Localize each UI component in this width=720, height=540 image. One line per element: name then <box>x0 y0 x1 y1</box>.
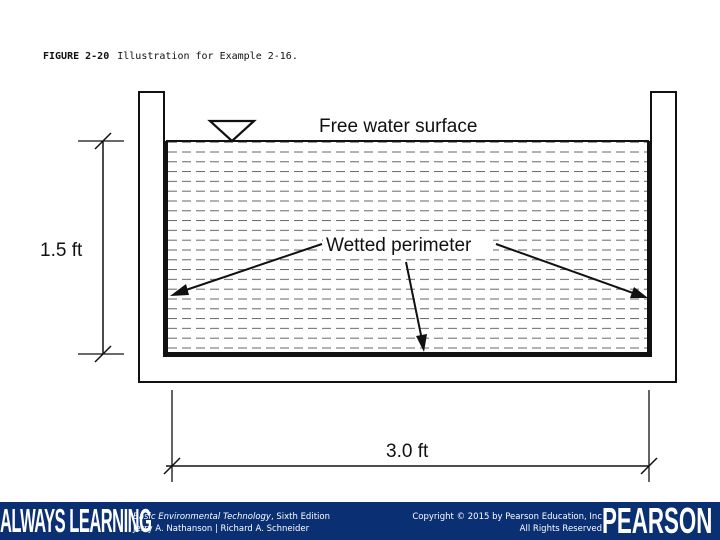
pearson-logo: PEARSON <box>602 502 713 540</box>
always-learning-logo: ALWAYS LEARNING <box>0 502 152 539</box>
book-edition: , Sixth Edition <box>270 512 330 522</box>
rights-text: All Rights Reserved <box>519 524 602 534</box>
width-label: 3.0 ft <box>386 441 429 462</box>
footer-bar <box>0 502 720 540</box>
copyright-info <box>412 511 602 535</box>
copyright-text: Copyright © 2015 by Pearson Education, Inc <box>412 512 602 522</box>
water-surface-symbol <box>210 121 254 141</box>
depth-label: 1.5 ft <box>40 240 83 261</box>
book-info <box>133 511 330 535</box>
width-dimension <box>164 390 657 482</box>
book-authors: Jerry A. Nathanson | Richard A. Schneider <box>133 524 310 534</box>
figure-caption-text: Illustration for Example 2-16. <box>117 51 298 62</box>
figure-number: FIGURE 2-20 <box>43 51 110 62</box>
book-title: Basic Environmental Technology <box>133 512 271 522</box>
wetted-perimeter-label: Wetted perimeter <box>326 235 472 256</box>
free-water-surface-label: Free water surface <box>319 116 478 137</box>
